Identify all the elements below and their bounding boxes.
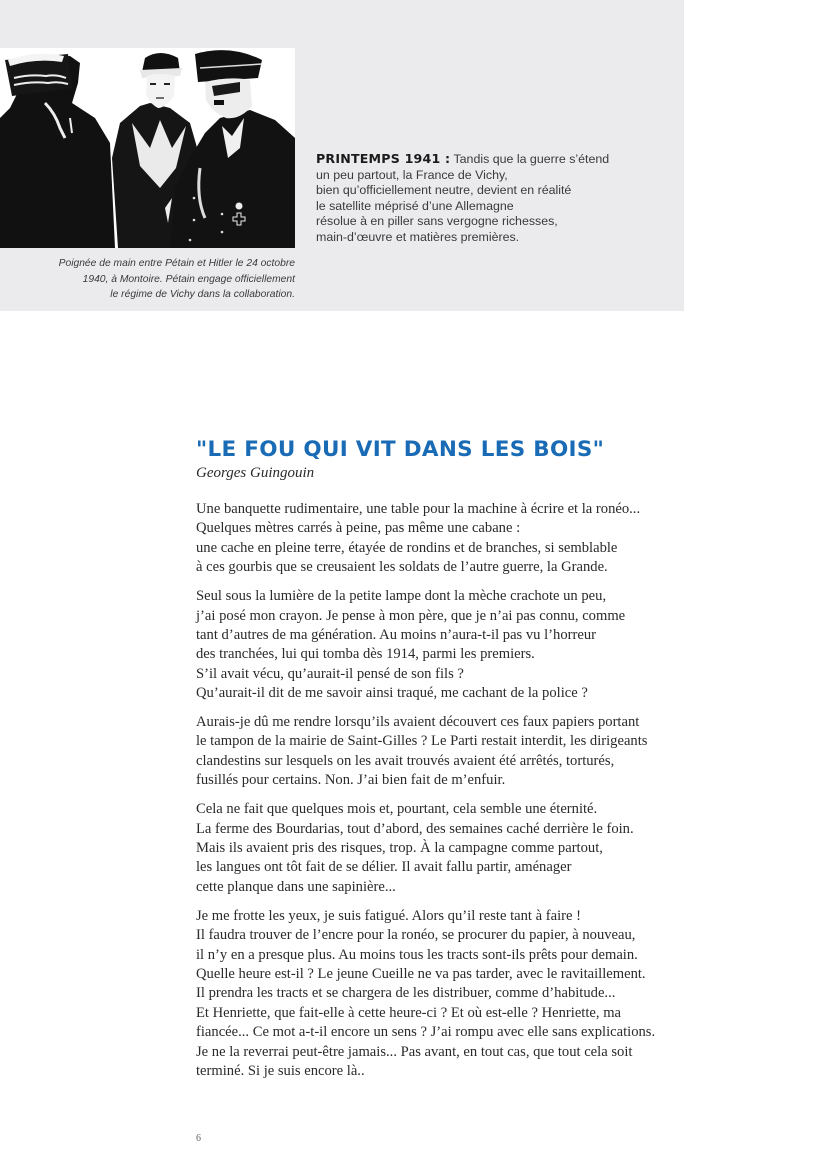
text-line: des tranchées, lui qui tomba dès 1914, parmi les premiers.: [196, 646, 535, 663]
text-line: le tampon de la mairie de Saint-Gilles ? Le Parti restait interdit, les dirigeants: [196, 733, 648, 750]
text-line: Une banquette rudimentaire, une table pour la machine à écrire et la ronéo...: [196, 501, 641, 517]
text-line: à ces gourbis que se creusaient les soldats de l’autre guerre, la Grande.: [196, 559, 608, 576]
context-note: [316, 151, 656, 246]
caption-line: le régime de Vichy dans la collaboration.: [110, 289, 295, 300]
chapter-author: Georges Guingouin: [196, 465, 315, 481]
historical-context-panel: [0, 0, 684, 311]
text-line: Quelques mètres carrés à peine, pas même une cabane :: [196, 520, 521, 537]
text-line: Il prendra les tracts et se chargera de les distribuer, comme d’habitude...: [196, 985, 616, 1002]
chapter-heading: [196, 437, 716, 483]
caption-line: Poignée de main entre Pétain et Hitler le 24 octobre: [58, 258, 295, 269]
text-line: Aurais-je dû me rendre lorsqu’ils avaient découvert ces faux papiers portant: [196, 714, 640, 731]
text-line: terminé. Si je suis encore là..: [196, 1062, 365, 1079]
narrative-body: [196, 500, 716, 1091]
text-line: clandestins sur lesquels on les avait trouvés avaient été arrêtés, torturés,: [196, 752, 615, 769]
text-line: Et Henriette, que fait-elle à cette heure-ci ? Et où est-elle ? Henriette, ma: [196, 1004, 622, 1021]
page-number: 6: [196, 1133, 201, 1144]
text-line: tant d’autres de ma génération. Au moins n’aura-t-il pas vu l’horreur: [196, 626, 596, 643]
woodcut-illustration: [0, 48, 295, 248]
text-line: il n’y en a presque plus. Au moins tous les tracts sont-ils prêts pour demain.: [196, 946, 638, 963]
text-line: Qu’aurait-il dit de me savoir ainsi traqué, me cachant de la police ?: [196, 685, 588, 702]
chapter-title: "LE FOU QUI VIT DANS LES BOIS": [196, 437, 605, 462]
text-line: Il faudra trouver de l’encre pour la ronéo, se procurer du papier, à nouveau,: [196, 927, 636, 944]
text-line: Mais ils avaient pris des risques, trop. À la campagne comme partout,: [196, 840, 603, 856]
text-line: les langues ont tôt fait de se délier. Il avait fallu partir, aménager: [196, 859, 572, 876]
caption-line: 1940, à Montoire. Pétain engage officiellement: [82, 273, 295, 285]
text-line: La ferme des Bourdarias, tout d’abord, des semaines caché derrière le foin.: [196, 820, 634, 837]
text-line: fusillés pour certains. Non. J’ai bien fait de m’enfuir.: [196, 772, 506, 789]
text-line: Quelle heure est-il ? Le jeune Cueille ne va pas tarder, avec le ravitaillement.: [196, 965, 646, 982]
paragraph: [196, 587, 716, 703]
photo-caption: [20, 256, 295, 303]
text-line: cette planque dans une sapinière...: [196, 878, 396, 895]
text-line: une cache en pleine terre, étayée de rondins et de branches, si semblable: [196, 539, 618, 556]
context-note-line: un peu partout, la France de Vichy,: [316, 167, 508, 182]
paragraph: [196, 500, 716, 578]
context-note-lead: PRINTEMPS 1941 :: [316, 151, 451, 166]
text-line: fiancée... Ce mot a-t-il encore un sens ? J’ai rompu avec elle sans explications.: [196, 1024, 656, 1041]
context-note-line: résolue à en piller sans vergogne richesses,: [316, 214, 558, 229]
text-line: Je ne la reverrai peut-être jamais... Pas avant, en tout cas, que tout cela soit: [196, 1043, 633, 1060]
context-note-line: [316, 151, 656, 168]
text-line: Cela ne fait que quelques mois et, pourtant, cela semble une éternité.: [196, 801, 598, 818]
paragraph: [196, 713, 716, 791]
text-line: Je me frotte les yeux, je suis fatigué. Alors qu’il reste tant à faire !: [196, 907, 581, 924]
context-note-text: Tandis que la guerre s’étend: [450, 152, 610, 166]
text-line: Seul sous la lumière de la petite lampe dont la mèche crachote un peu,: [196, 588, 607, 605]
text-line: S’il avait vécu, qu’aurait-il pensé de son fils ?: [196, 665, 464, 682]
paragraph: [196, 800, 716, 897]
text-line: j’ai posé mon crayon. Je pense à mon père, que je n’ai pas connu, comme: [196, 607, 626, 624]
paragraph: [196, 907, 716, 1082]
illustration-petain-hitler: [0, 48, 295, 248]
context-note-line: main-d’œuvre et matières premières.: [316, 229, 520, 244]
context-note-line: bien qu’officiellement neutre, devient en réalité: [316, 183, 572, 198]
context-note-line: le satellite méprisé d’une Allemagne: [316, 198, 514, 213]
